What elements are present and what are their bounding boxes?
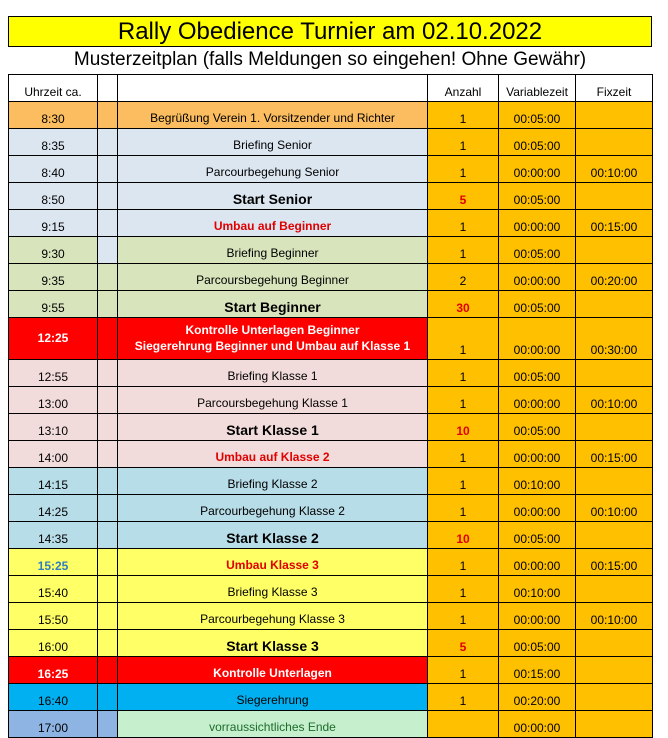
row-time: 16:40 <box>9 684 98 711</box>
row-marker <box>98 102 118 129</box>
row-anzahl: 2 <box>428 264 499 291</box>
row-time: 9:30 <box>9 237 98 264</box>
row-variablezeit: 00:00:00 <box>499 441 576 468</box>
table-row <box>9 603 653 630</box>
row-variablezeit: 00:15:00 <box>499 657 576 684</box>
row-variablezeit: 00:05:00 <box>499 522 576 549</box>
table-row <box>9 711 653 738</box>
row-description: Parcourbegehung Klasse 2 <box>118 495 428 522</box>
table-header-row <box>9 75 653 102</box>
row-description: Parcourbegehung Senior <box>118 156 428 183</box>
row-time: 13:00 <box>9 387 98 414</box>
row-anzahl: 1 <box>428 129 499 156</box>
table-row <box>9 102 653 129</box>
row-variablezeit: 00:05:00 <box>499 291 576 318</box>
row-marker <box>98 387 118 414</box>
row-variablezeit: 00:05:00 <box>499 360 576 387</box>
row-description: Start Klasse 2 <box>118 522 428 549</box>
row-description: Briefing Klasse 1 <box>118 360 428 387</box>
row-time: 17:00 <box>9 711 98 738</box>
document-subtitle: Musterzeitplan (falls Meldungen so eingehen! Ohne Gewähr) <box>73 49 587 70</box>
header-description <box>118 75 428 102</box>
row-time: 12:55 <box>9 360 98 387</box>
table-row <box>9 291 653 318</box>
row-description: Begrüßung Verein 1. Vorsitzender und Richter <box>118 102 428 129</box>
table-row <box>9 360 653 387</box>
row-marker <box>98 630 118 657</box>
table-row <box>9 495 653 522</box>
row-fixzeit <box>576 711 653 738</box>
row-description-line: Siegerehrung Beginner und Umbau auf Klasse 1 <box>134 338 411 353</box>
row-time: 8:30 <box>9 102 98 129</box>
row-time: 14:15 <box>9 468 98 495</box>
row-fixzeit: 00:15:00 <box>576 441 653 468</box>
row-variablezeit: 00:05:00 <box>499 102 576 129</box>
row-fixzeit <box>576 522 653 549</box>
row-anzahl: 1 <box>428 156 499 183</box>
row-anzahl: 5 <box>428 630 499 657</box>
table-row <box>9 183 653 210</box>
row-marker <box>98 495 118 522</box>
row-description: Parcoursbegehung Klasse 1 <box>118 387 428 414</box>
table-row <box>9 129 653 156</box>
row-description: Umbau Klasse 3 <box>118 549 428 576</box>
row-marker <box>98 414 118 441</box>
row-variablezeit: 00:00:00 <box>499 495 576 522</box>
row-variablezeit: 00:20:00 <box>499 684 576 711</box>
header-uhrzeit: Uhrzeit ca. <box>9 75 98 102</box>
row-fixzeit <box>576 291 653 318</box>
row-fixzeit <box>576 576 653 603</box>
row-marker <box>98 237 118 264</box>
row-variablezeit: 00:00:00 <box>499 210 576 237</box>
row-anzahl: 10 <box>428 522 499 549</box>
row-time: 13:10 <box>9 414 98 441</box>
table-row <box>9 549 653 576</box>
row-anzahl: 1 <box>428 237 499 264</box>
row-anzahl: 1 <box>428 102 499 129</box>
row-time: 9:15 <box>9 210 98 237</box>
row-variablezeit: 00:10:00 <box>499 576 576 603</box>
row-marker <box>98 549 118 576</box>
row-description: Umbau auf Beginner <box>118 210 428 237</box>
row-marker <box>98 522 118 549</box>
row-anzahl: 1 <box>428 549 499 576</box>
row-time: 14:00 <box>9 441 98 468</box>
row-time: 16:25 <box>9 657 98 684</box>
row-fixzeit: 00:20:00 <box>576 264 653 291</box>
table-row <box>9 684 653 711</box>
row-description: Start Klasse 3 <box>118 630 428 657</box>
row-variablezeit: 00:00:00 <box>499 549 576 576</box>
row-time: 8:35 <box>9 129 98 156</box>
row-description: Start Senior <box>118 183 428 210</box>
row-anzahl: 1 <box>428 441 499 468</box>
row-anzahl: 1 <box>428 657 499 684</box>
row-fixzeit <box>576 414 653 441</box>
table-row <box>9 318 653 360</box>
row-marker <box>98 657 118 684</box>
row-variablezeit: 00:05:00 <box>499 237 576 264</box>
schedule-body <box>9 102 653 738</box>
row-anzahl: 1 <box>428 468 499 495</box>
row-anzahl: 1 <box>428 387 499 414</box>
header-anzahl: Anzahl <box>428 75 499 102</box>
row-variablezeit: 00:05:00 <box>499 183 576 210</box>
row-time: 9:55 <box>9 291 98 318</box>
row-anzahl: 5 <box>428 183 499 210</box>
row-fixzeit: 00:10:00 <box>576 495 653 522</box>
row-description: Briefing Senior <box>118 129 428 156</box>
row-variablezeit: 00:00:00 <box>499 387 576 414</box>
document-title: Rally Obedience Turnier am 02.10.2022 <box>8 16 652 47</box>
row-fixzeit <box>576 630 653 657</box>
row-description <box>118 318 428 360</box>
row-fixzeit <box>576 657 653 684</box>
row-variablezeit: 00:00:00 <box>499 264 576 291</box>
row-variablezeit: 00:10:00 <box>499 468 576 495</box>
row-anzahl: 30 <box>428 291 499 318</box>
row-fixzeit <box>576 237 653 264</box>
header-variablezeit: Variablezeit <box>499 75 576 102</box>
row-time: 12:25 <box>9 318 98 360</box>
row-anzahl: 1 <box>428 576 499 603</box>
row-marker <box>98 264 118 291</box>
header-marker <box>98 75 118 102</box>
row-anzahl: 1 <box>428 318 499 360</box>
row-anzahl: 10 <box>428 414 499 441</box>
row-fixzeit: 00:15:00 <box>576 549 653 576</box>
row-time: 14:35 <box>9 522 98 549</box>
table-row <box>9 657 653 684</box>
row-fixzeit: 00:30:00 <box>576 318 653 360</box>
schedule-table <box>8 74 653 738</box>
row-anzahl: 1 <box>428 684 499 711</box>
row-anzahl <box>428 711 499 738</box>
row-time: 15:50 <box>9 603 98 630</box>
row-marker <box>98 210 118 237</box>
row-variablezeit: 00:00:00 <box>499 711 576 738</box>
row-fixzeit: 00:10:00 <box>576 603 653 630</box>
row-description: vorraussichtliches Ende <box>118 711 428 738</box>
row-fixzeit: 00:10:00 <box>576 387 653 414</box>
row-time: 15:25 <box>9 549 98 576</box>
row-marker <box>98 318 118 360</box>
row-marker <box>98 360 118 387</box>
row-time: 14:25 <box>9 495 98 522</box>
table-row <box>9 522 653 549</box>
row-time: 9:35 <box>9 264 98 291</box>
table-row <box>9 576 653 603</box>
table-row <box>9 237 653 264</box>
table-row <box>9 156 653 183</box>
row-marker <box>98 441 118 468</box>
row-variablezeit: 00:00:00 <box>499 603 576 630</box>
row-marker <box>98 711 118 738</box>
row-fixzeit <box>576 102 653 129</box>
row-fixzeit: 00:10:00 <box>576 156 653 183</box>
row-description: Start Beginner <box>118 291 428 318</box>
table-row <box>9 441 653 468</box>
table-row <box>9 630 653 657</box>
row-fixzeit <box>576 684 653 711</box>
row-anzahl: 1 <box>428 495 499 522</box>
row-description: Briefing Klasse 2 <box>118 468 428 495</box>
row-description: Siegerehrung <box>118 684 428 711</box>
table-row <box>9 264 653 291</box>
row-description: Umbau auf Klasse 2 <box>118 441 428 468</box>
row-description: Parcoursbegehung Beginner <box>118 264 428 291</box>
row-fixzeit <box>576 468 653 495</box>
row-marker <box>98 603 118 630</box>
row-time: 8:40 <box>9 156 98 183</box>
row-variablezeit: 00:00:00 <box>499 156 576 183</box>
table-row <box>9 210 653 237</box>
row-time: 16:00 <box>9 630 98 657</box>
row-fixzeit <box>576 183 653 210</box>
row-fixzeit: 00:15:00 <box>576 210 653 237</box>
row-marker <box>98 576 118 603</box>
row-marker <box>98 129 118 156</box>
table-row <box>9 468 653 495</box>
row-marker <box>98 468 118 495</box>
row-time: 8:50 <box>9 183 98 210</box>
row-description: Kontrolle Unterlagen <box>118 657 428 684</box>
row-fixzeit <box>576 360 653 387</box>
header-fixzeit: Fixzeit <box>576 75 653 102</box>
row-description: Briefing Klasse 3 <box>118 576 428 603</box>
row-anzahl: 1 <box>428 603 499 630</box>
row-variablezeit: 00:05:00 <box>499 630 576 657</box>
row-fixzeit <box>576 129 653 156</box>
row-time: 15:40 <box>9 576 98 603</box>
row-description: Parcourbegehung Klasse 3 <box>118 603 428 630</box>
row-anzahl: 1 <box>428 360 499 387</box>
row-variablezeit: 00:05:00 <box>499 129 576 156</box>
row-anzahl: 1 <box>428 210 499 237</box>
row-marker <box>98 684 118 711</box>
row-marker <box>98 156 118 183</box>
table-row <box>9 387 653 414</box>
row-marker <box>98 183 118 210</box>
row-variablezeit: 00:00:00 <box>499 318 576 360</box>
row-description: Briefing Beginner <box>118 237 428 264</box>
row-variablezeit: 00:05:00 <box>499 414 576 441</box>
row-description-line: Kontrolle Unterlagen Beginner <box>185 322 360 337</box>
table-row <box>9 414 653 441</box>
row-description: Start Klasse 1 <box>118 414 428 441</box>
row-marker <box>98 291 118 318</box>
